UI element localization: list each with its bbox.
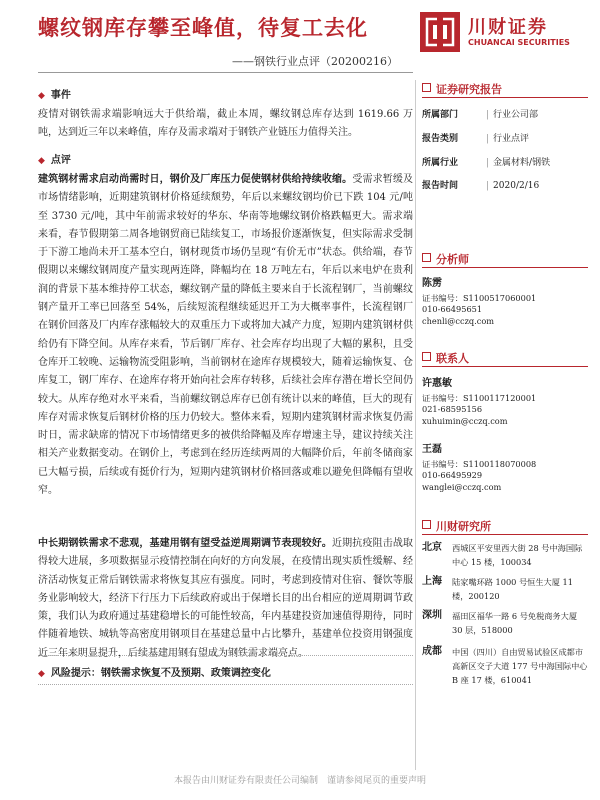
report-info-heading: 证券研究报告 bbox=[422, 81, 502, 97]
analyst-heading: 分析师 bbox=[422, 251, 469, 267]
info-row: 所属部门 | 行业公司部 bbox=[422, 110, 539, 120]
info-row: 报告时间 | 2020/2/16 bbox=[422, 181, 540, 191]
logo-mark-icon bbox=[420, 12, 460, 52]
contact-card: 许惠敏 证书编号：S1100117120001 021-68595156 xuhuimin@cczq.com bbox=[422, 378, 537, 426]
paragraph-body: 近期抗疫阻击战取得较大进展，多项数据显示疫情控制在向好的方向发展，在疫情出现实质性缓解、经济活动恢复正常后钢铁需求将恢复其应有强度。同时，考虑到疫情对住宿、餐饮等服务业影响较大，经济下行压力下后续政府或出于保增长目的出台相应的逆周期调节政策，我们认为政府通过基建稳增长的可能性较高，年内基建投资加速值得期待，同时伴随着地铁、城轨等高密度用钢项目在基建总量中占比攀升，基建单位投资用钢强度近三年来明显提升，后续基建用钢有望成为钢铁需求端亮点。 bbox=[38, 538, 414, 659]
diamond-icon: ◆ bbox=[38, 91, 45, 101]
diamond-icon: ◆ bbox=[38, 156, 45, 166]
logo-name: 川财证券 bbox=[468, 17, 548, 38]
office-entry: 上海 陆家嘴环路 1000 号恒生大厦 11 楼，200120 bbox=[422, 576, 573, 601]
event-heading: ◆ 事件 bbox=[38, 90, 71, 101]
report-title: 螺纹钢库存攀至峰值，待复工去化 bbox=[38, 15, 368, 40]
offices-heading: 川财研究所 bbox=[422, 518, 491, 534]
diamond-icon: ◆ bbox=[38, 669, 45, 679]
column-divider bbox=[415, 80, 416, 770]
paragraph-body: 受需求暂缓及市场情绪影响，近期建筑钢材价格延续颓势，年后以来螺纹钢均价已下跌 104 元/吨至 3730 元/吨，其中年前需求较好的华东、华南等地螺纹钢价格跌幅更大。需求端来看，春节假期第二周各地钢贸商已陆续复工，市场报价逐渐恢复，但实际需求受制于下游工地尚未开工基本空白，钢材现货市场仍呈现“有价无市”状态。供给端，春节假期以来螺纹钢周度产量实现两连降，降幅均在 18 万吨左右，年后以来电炉在贵利润的背景下基本维持停工状态，螺纹钢产量的降低主要来自于长流程钢厂，当前螺纹钢产量开工率已回落至 54%，后续短流程继续延迟开工为大概率事件，长流程钢厂在钢价回落及厂内库存涨幅较大的双重压力下或将加大减产力度，短期内建筑钢材供给仍有下降空间。从库存来看，节后钢厂库存、社会库存均出现了大幅的累积，且受仓库开工较晚、运输物流受阻影响，当前钢材在途库存规模较大，随着运输恢复、仓库复工，钢厂库存、在途库存将开始向社会库存转移，后续社会库存潜在增长空间仍较大。从库存绝对水平来看，当前螺纹钢总库存已创有统计以来的峰值，巨大的现有库存对需求恢复后钢材价格的压力仍较大。整体来看，短期内建筑钢材需求恢复仍需时日，需求缺席的情况下市场情绪更多的被供给降幅及库存增速主导，建议持续关注相关产业数据变动。在钢价上，考虑到在经历连续两周的大幅降价后，年前冬储商家已大幅亏损，后续或有挺价行为，短期内建筑钢材价格回落或难以避免但降幅有望收窄。 bbox=[38, 174, 414, 497]
paragraph-lead: 中长期钢铁需求不悲观，基建用钢有望受益逆周期调节表现较好。 bbox=[38, 538, 333, 549]
header-divider bbox=[38, 72, 413, 73]
square-icon bbox=[422, 352, 431, 361]
side-divider bbox=[422, 267, 588, 268]
analyst-card: 陈雳 证书编号：S1100517060001 010-66495651 chenli@cczq.com bbox=[422, 278, 537, 326]
info-row: 报告类别 | 行业点评 bbox=[422, 134, 530, 144]
risk-warning: ◆ 风险提示：钢铁需求恢复不及预期、政策调控变化 bbox=[38, 668, 271, 679]
contact-heading: 联系人 bbox=[422, 350, 469, 366]
comment-heading: ◆ 点评 bbox=[38, 155, 71, 166]
company-logo bbox=[420, 12, 570, 52]
page-footer: 本报告由川财证券有限责任公司编制 谨请参阅尾页的重要声明 bbox=[173, 776, 426, 786]
side-divider bbox=[422, 534, 588, 535]
report-header bbox=[0, 0, 600, 80]
square-icon bbox=[422, 520, 431, 529]
risk-divider bbox=[38, 684, 413, 685]
office-entry: 成都 中国（四川）自由贸易试验区成都市高新区交子大道 177 号中海国际中心 B 座 17 楼，610041 bbox=[422, 646, 588, 685]
side-divider bbox=[422, 366, 588, 367]
contact-card: 王磊 证书编号：S1100118070008 010-66495929 wanglei@cczq.com bbox=[422, 444, 537, 492]
event-paragraph: 疫情对钢铁需求端影响远大于供给端，截止本周，螺纹钢总库存达到 1619.66 万吨，达到近三年以来峰值，库存及需求端对于钢铁产业链压力值得关注。 bbox=[38, 109, 413, 139]
comment-paragraph-1 bbox=[38, 171, 413, 500]
logo-english-name: CHUANCAI SECURITIES bbox=[468, 38, 570, 47]
office-entry: 深圳 福田区福华一路 6 号免税商务大厦 30 层，518000 bbox=[422, 610, 578, 635]
square-icon bbox=[422, 253, 431, 262]
office-entry: 北京 西城区平安里西大街 28 号中海国际中心 15 楼，100034 bbox=[422, 542, 583, 567]
square-icon bbox=[422, 83, 431, 92]
comment-paragraph-2 bbox=[38, 535, 413, 663]
paragraph-lead: 建筑钢材需求启动尚需时日，钢价及厂库压力促使钢材供给持续收缩。 bbox=[38, 174, 353, 185]
side-divider bbox=[422, 97, 588, 98]
report-subtitle: ——钢铁行业点评（20200216） bbox=[232, 55, 398, 68]
info-row: 所属行业 | 金属材料/钢铁 bbox=[422, 158, 551, 168]
risk-divider bbox=[38, 655, 413, 656]
